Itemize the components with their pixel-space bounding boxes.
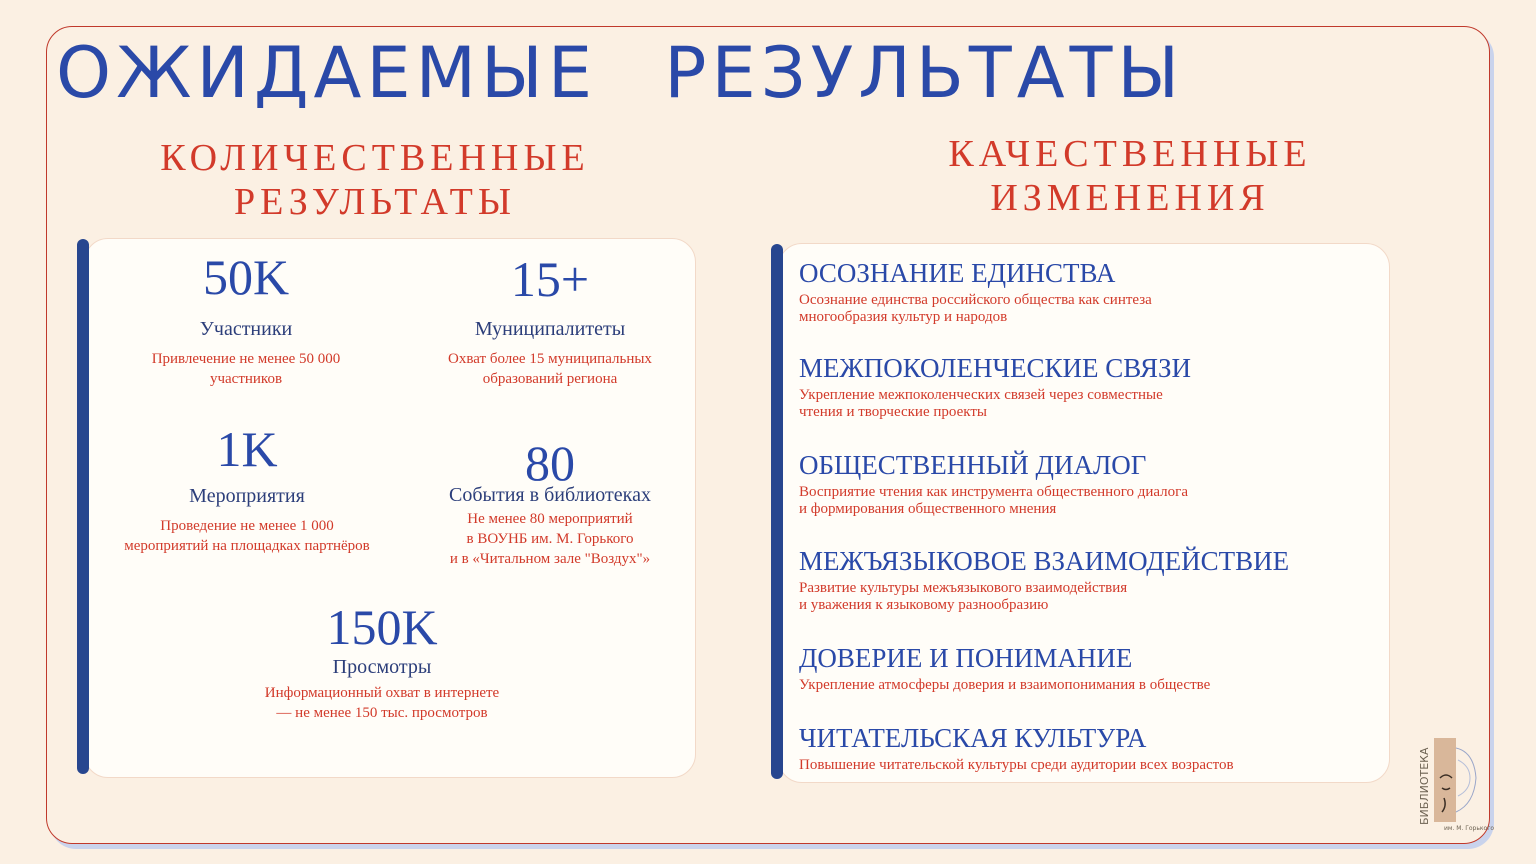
logo-text: БИБЛИОТЕКА [1418, 747, 1431, 825]
stat-views [232, 599, 532, 723]
stat-description: Охват более 15 муниципальных образований региона [448, 351, 652, 387]
qual-item-title: ОБЩЕСТВЕННЫЙ ДИАЛОГ [799, 450, 1147, 480]
qual-item-title: МЕЖПОКОЛЕНЧЕСКИЕ СВЯЗИ [799, 353, 1191, 383]
stat-value: 150K [326, 599, 438, 655]
stat-library-events [410, 435, 690, 569]
qual-item-dialogue [799, 450, 1369, 517]
logo-portrait-bg [1434, 738, 1456, 822]
qual-item-description: Укрепление атмосферы доверия и взаимопонимания в обществе [799, 677, 1211, 693]
stat-value: 50K [202, 249, 290, 305]
qualitative-heading [870, 132, 1390, 220]
logo-subtext: им. М. Горького [1444, 825, 1495, 832]
qualitative-heading-line2: ИЗМЕНЕНИЯ [990, 177, 1270, 219]
stat-participants [98, 249, 394, 389]
qual-item-title: ОСОЗНАНИЕ ЕДИНСТВА [799, 258, 1116, 288]
quantitative-heading [100, 136, 650, 224]
stat-value: 15+ [510, 251, 590, 307]
qual-item-description: Укрепление межпоколенческих связей через совместные чтения и творческие проекты [799, 387, 1163, 420]
stat-value: 80 [525, 435, 575, 491]
qualitative-accent-bar [771, 244, 783, 779]
page-title: ОЖИДАЕМЫЕ РЕЗУЛЬТАТЫ [56, 32, 1185, 114]
qual-item-description: Восприятие чтения как инструмента общественного диалога и формирования общественного мнения [799, 484, 1188, 517]
stat-label: Участники [199, 318, 293, 340]
stat-description: Не менее 80 мероприятий в ВОУНБ им. М. Горького и в «Читальном зале "Воздух"» [449, 511, 651, 567]
stat-label: Муниципалитеты [474, 318, 626, 340]
logo-arc-inner-icon [1458, 760, 1470, 796]
qual-item-description: Развитие культуры межъязыкового взаимодействия и уважения к языковому разнообразию [799, 580, 1128, 613]
stat-label: События в библиотеках [449, 484, 651, 506]
stat-description: Привлечение не менее 50 000 участников [151, 351, 341, 387]
qual-item-interlanguage [799, 546, 1369, 613]
quantitative-heading-line1: КОЛИЧЕСТВЕННЫЕ [160, 137, 590, 179]
qual-item-unity [799, 258, 1369, 325]
qual-item-reading-culture [799, 723, 1369, 774]
stat-description: Информационный охват в интернете — не менее 150 тыс. просмотров [264, 685, 500, 721]
qual-item-description: Осознание единства российского общества как синтеза многообразия культур и народов [799, 292, 1152, 325]
stat-municipalities [410, 251, 690, 389]
qual-item-generations [799, 353, 1369, 420]
stat-events [92, 421, 402, 556]
qual-item-description: Повышение читательской культуры среди аудитории всех возрастов [799, 757, 1234, 773]
qual-item-title: ДОВЕРИЕ И ПОНИМАНИЕ [799, 643, 1133, 673]
quantitative-accent-bar [77, 239, 89, 774]
quantitative-heading-line2: РЕЗУЛЬТАТЫ [233, 181, 517, 223]
stat-label: Просмотры [332, 656, 432, 678]
qual-item-trust [799, 643, 1369, 694]
logo-arc-icon [1456, 748, 1476, 812]
qualitative-heading-line1: КАЧЕСТВЕННЫЕ [948, 133, 1312, 175]
qual-item-title: МЕЖЪЯЗЫКОВОЕ ВЗАИМОДЕЙСТВИЕ [799, 546, 1290, 576]
stat-description: Проведение не менее 1 000 мероприятий на площадках партнёров [124, 518, 370, 554]
stat-label: Мероприятия [189, 485, 305, 507]
stat-value: 1K [216, 421, 278, 477]
qual-item-title: ЧИТАТЕЛЬСКАЯ КУЛЬТУРА [799, 723, 1147, 753]
